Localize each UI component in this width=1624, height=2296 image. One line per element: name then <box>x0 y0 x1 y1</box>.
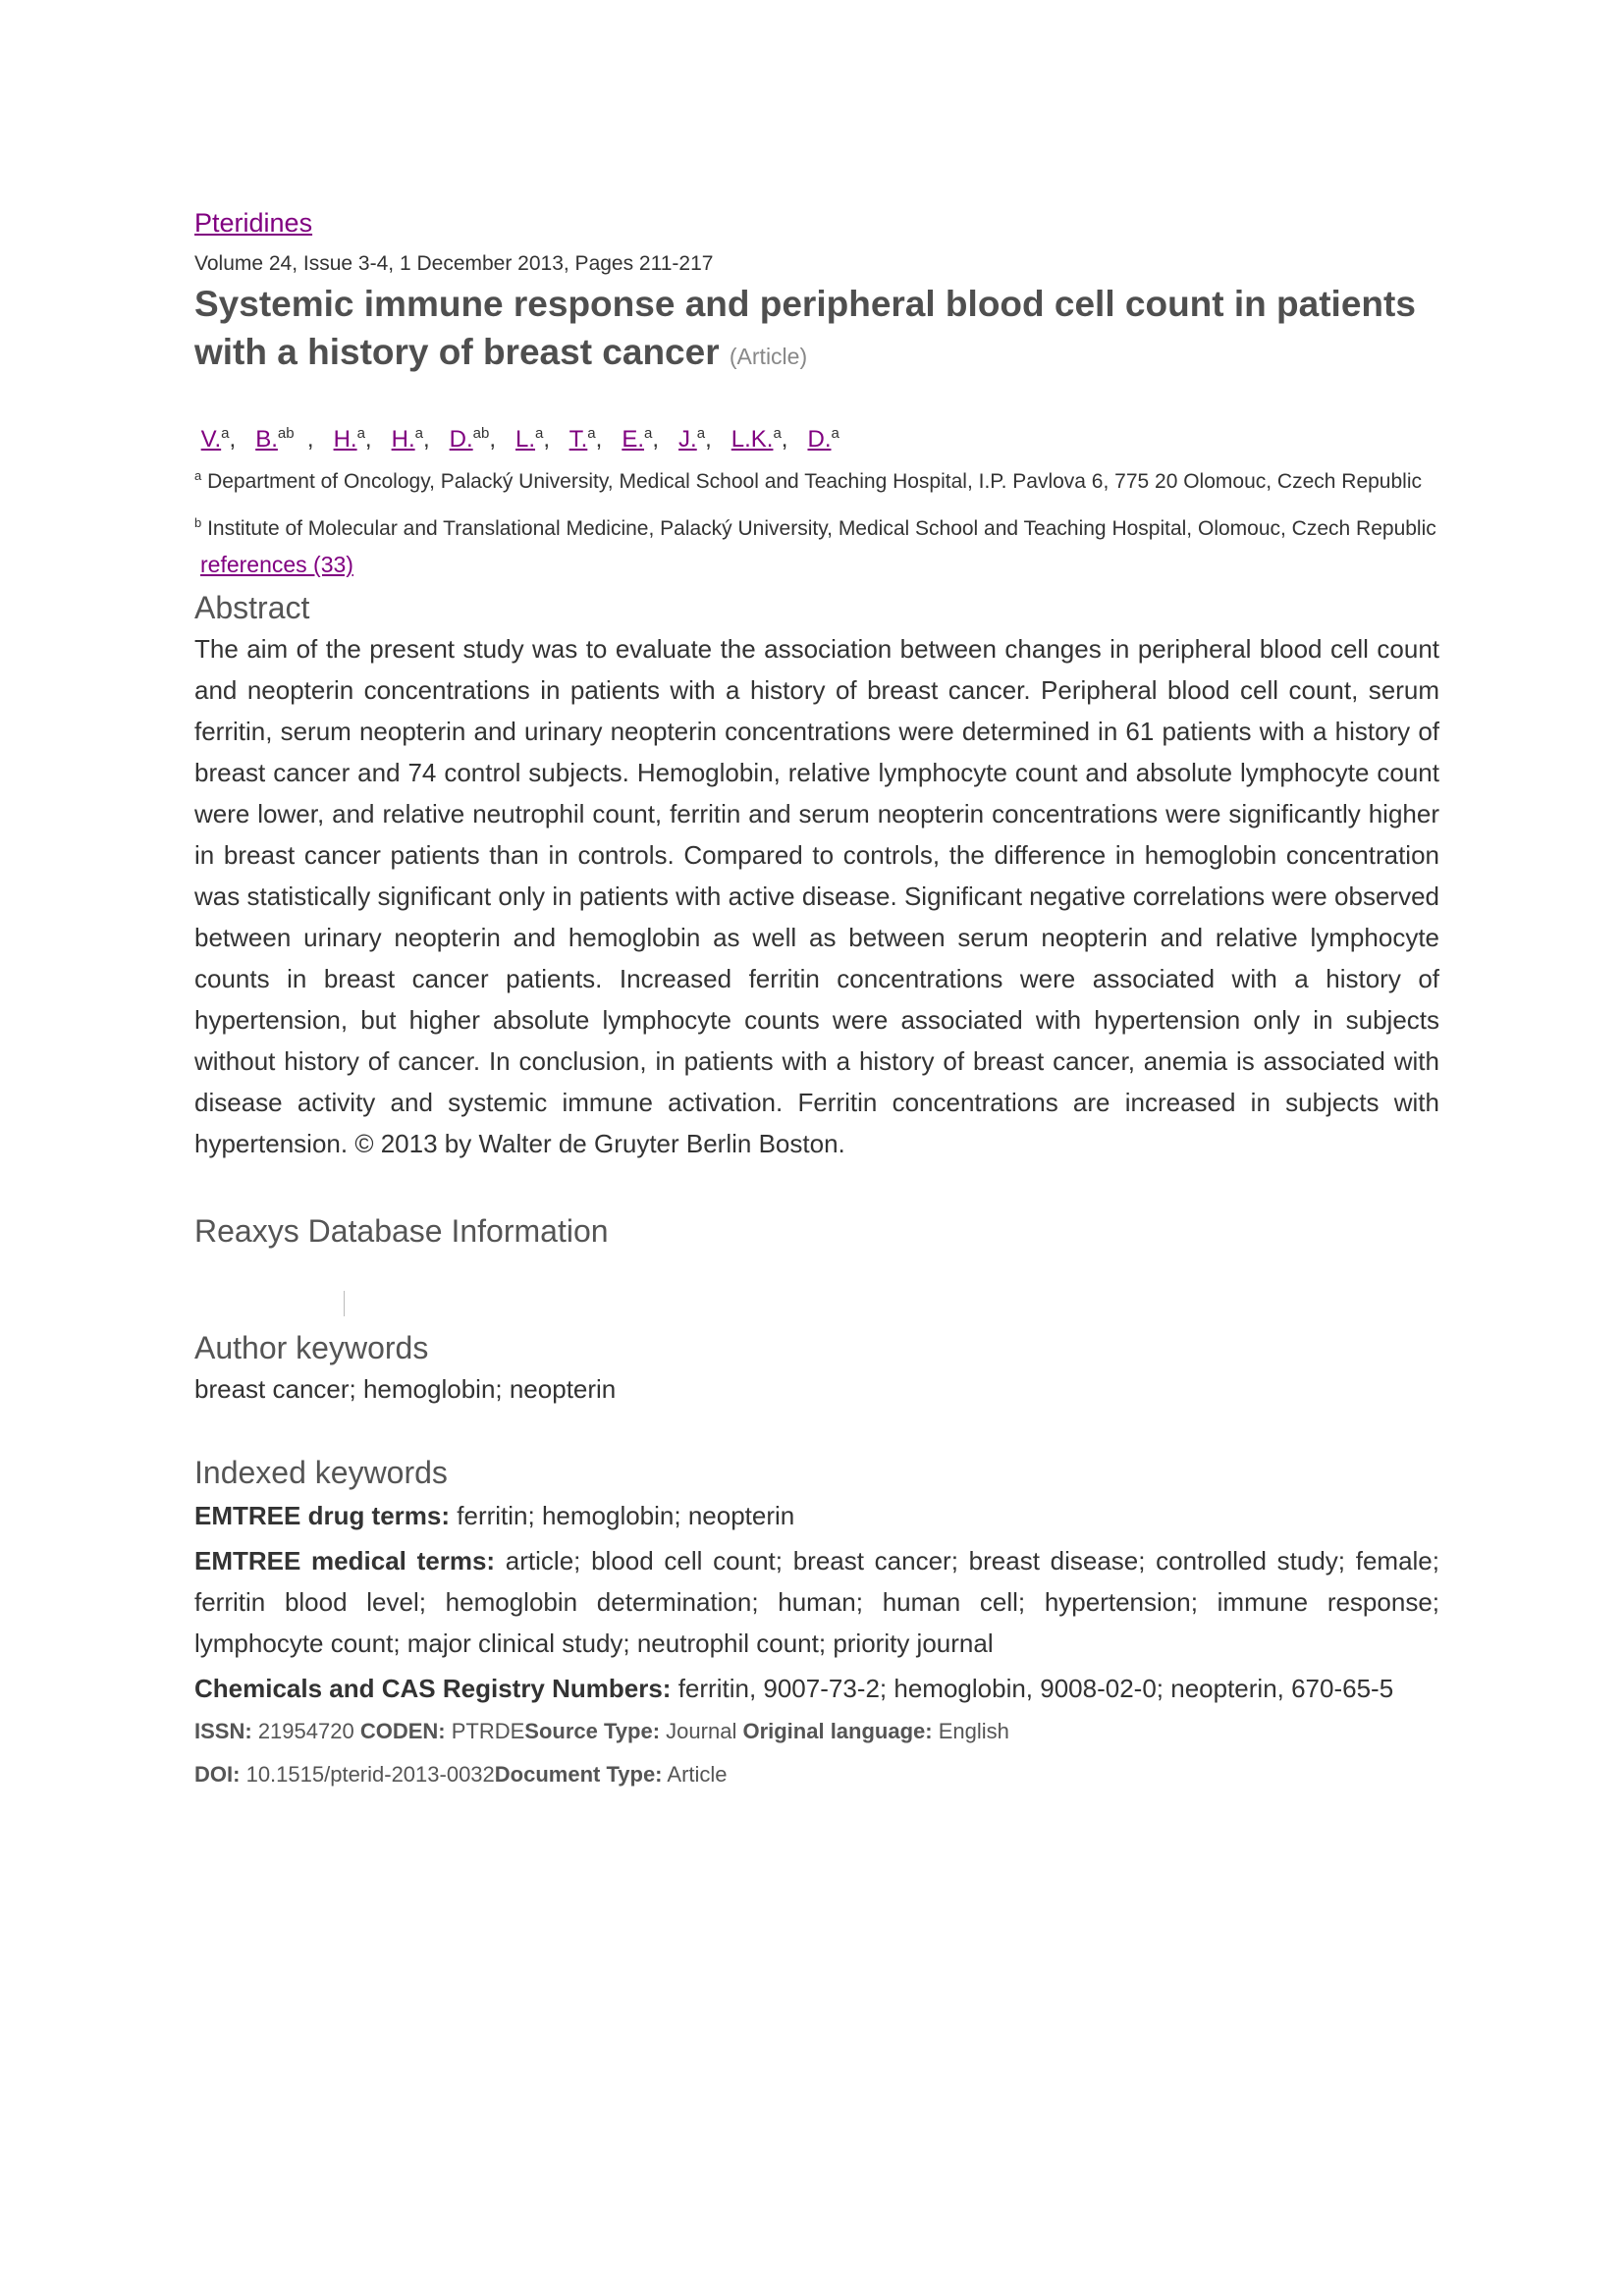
document-page <box>194 208 1439 1795</box>
chemicals-label: Chemicals and CAS Registry Numbers: <box>194 1674 672 1703</box>
chemicals-cas <box>194 1668 1439 1709</box>
affiliation-a <box>194 455 1439 503</box>
affiliation-text: Institute of Molecular and Translational Medicine, Palacký University, Medical School and Teaching Hospital, Olomouc, Czech Republic <box>207 517 1436 540</box>
author-affiliation: a <box>587 425 596 442</box>
article-title <box>194 280 1439 381</box>
author-link[interactable]: E. <box>622 426 645 453</box>
separator-bar <box>344 1291 345 1316</box>
document-type-value: Article <box>667 1762 728 1787</box>
emtree-drug-label: EMTREE drug terms: <box>194 1501 451 1530</box>
language-label: Original language: <box>742 1719 933 1743</box>
source-type-value: Journal <box>666 1719 737 1743</box>
document-type-label: Document Type: <box>494 1762 663 1787</box>
author-keywords: breast cancer; hemoglobin; neopterin <box>194 1374 617 1404</box>
source-type-label: Source Type: <box>524 1719 661 1743</box>
author-affiliation: a <box>221 425 230 442</box>
author-affiliation: a <box>773 425 782 442</box>
author-link[interactable]: D. <box>449 426 473 453</box>
author-link[interactable]: B. <box>255 426 278 453</box>
author-link[interactable]: H. <box>391 426 415 453</box>
emtree-medical-values: article; blood cell count; breast cancer; breast disease; controlled study; female; ferritin blood level; hemoglobin determination; human; human cell; hypertension; immune response; lymphocyte count; major clinical study; neutrophil count; priority journal <box>194 1546 1439 1658</box>
author-affiliation: ab <box>472 425 490 442</box>
issn-label: ISSN: <box>194 1719 252 1743</box>
affiliation-text: Department of Oncology, Palacký University, Medical School and Teaching Hospital, I.P. Pavlova 6, 775 20 Olomouc, Czech Republic <box>207 470 1422 493</box>
emtree-medical-terms <box>194 1540 1439 1664</box>
issn-value: 21954720 <box>257 1719 354 1743</box>
affiliation-mark: b <box>194 515 202 530</box>
author-link[interactable]: L.K. <box>731 426 774 453</box>
author-link[interactable]: D. <box>807 426 832 453</box>
emtree-drug-terms <box>194 1495 1439 1536</box>
author-affiliation: a <box>696 425 706 442</box>
author-affiliation: a <box>644 425 653 442</box>
author-affiliation: a <box>414 425 423 442</box>
journal-link[interactable]: Pteridines <box>194 208 313 238</box>
volume-info: Volume 24, Issue 3-4, 1 December 2013, Pages 211-217 <box>194 252 714 275</box>
author-affiliation: ab <box>277 425 295 442</box>
author-affiliation: a <box>356 425 365 442</box>
doi-value: 10.1515/pterid-2013-0032 <box>245 1762 495 1787</box>
author-link[interactable]: T. <box>568 426 588 453</box>
emtree-drug-values: ferritin; hemoglobin; neopterin <box>457 1501 795 1530</box>
meta-line-2 <box>194 1754 1439 1795</box>
language-value: English <box>938 1719 1009 1743</box>
affiliation-b <box>194 503 1439 550</box>
abstract-text: The aim of the present study was to evaluate the association between changes in peripheral blood cell count and neopterin concentrations in patients with a history of breast cancer. Peripheral blood cell count, serum ferritin, serum neopterin and urinary neopterin concentrations were determined in 61 patients with a history of breast cancer and 74 control subjects. Hemoglobin, relative lymphocyte count and absolute lymphocyte count were lower, and relative neutrophil count, ferritin and serum neopterin concentrations were significantly higher in breast cancer patients than in controls. Compared to controls, the difference in hemoglobin concentration was statistically significant only in patients with active disease. Significant negative correlations were observed between urinary neopterin and hemoglobin as well as between serum neopterin and relative lymphocyte counts in breast cancer patients. Increased ferritin concentrations were associated with a history of hypertension, but higher absolute lymphocyte counts were associated with hypertension only in subjects without history of cancer. In conclusion, in patients with a history of breast cancer, anemia is associated with disease activity and systemic immune activation. Ferritin concentrations are increased in subjects with hypertension. © 2013 by Walter de Gruyter Berlin Boston. <box>194 634 1439 1158</box>
doi-label: DOI: <box>194 1762 241 1787</box>
author-link[interactable]: H. <box>333 426 357 453</box>
indexed-keywords-heading: Indexed keywords <box>194 1455 448 1490</box>
reaxys-heading: Reaxys Database Information <box>194 1213 609 1249</box>
emtree-medical-label: EMTREE medical terms: <box>194 1546 496 1575</box>
abstract-heading: Abstract <box>194 590 310 625</box>
coden-value: PTRDE <box>451 1719 525 1743</box>
author-affiliation: a <box>831 425 839 442</box>
author-affiliation: a <box>535 425 544 442</box>
author-link[interactable]: J. <box>678 426 697 453</box>
author-list: V.$^a$, B.$^{ab}$ , H.$^a$, H.$^a$, D.$^{ab}$, L.$^a$, T.$^a$, E.$^a$, J.$^a$, L.K.$^a$, D.$^a$ <box>200 425 839 453</box>
coden-label: CODEN: <box>359 1719 446 1743</box>
meta-line-1 <box>194 1711 1439 1752</box>
author-keywords-heading: Author keywords <box>194 1330 429 1365</box>
affiliation-mark: a <box>194 468 202 483</box>
author-link[interactable]: V. <box>200 426 222 453</box>
doc-type-tag: (Article) <box>729 344 808 369</box>
title-text: Systemic immune response and peripheral blood cell count in patients with a history of breast cancer <box>194 284 1416 372</box>
author-link[interactable]: L. <box>515 426 536 453</box>
references-link[interactable]: references (33) <box>200 552 353 577</box>
chemicals-values: ferritin, 9007-73-2; hemoglobin, 9008-02-0; neopterin, 670-65-5 <box>677 1674 1394 1703</box>
